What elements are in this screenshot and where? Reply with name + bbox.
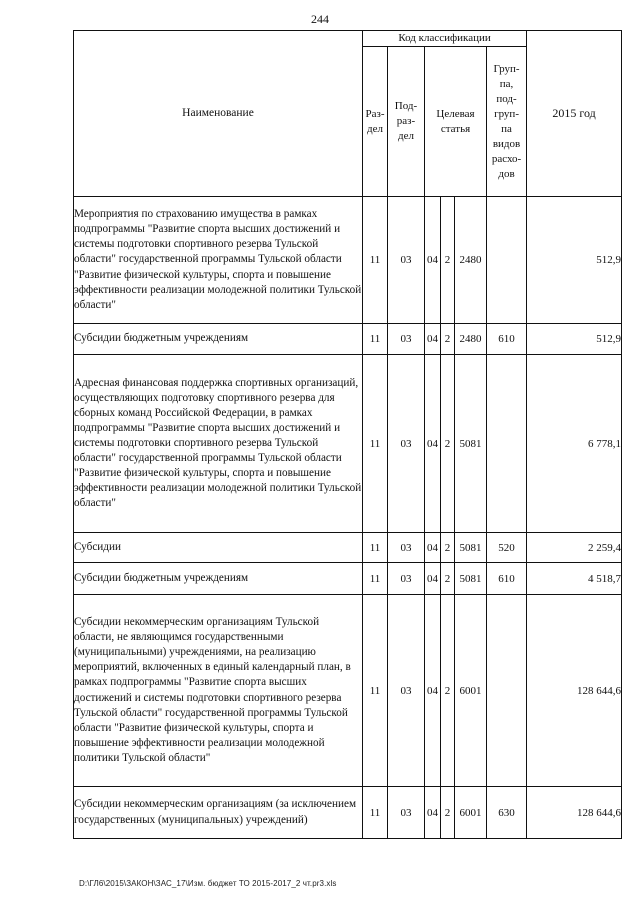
row-target-program: 04 (425, 355, 441, 533)
row-target-direction: 6001 (455, 787, 487, 839)
row-target-program: 04 (425, 324, 441, 355)
year-column-header: 2015 год (527, 31, 622, 197)
row-target-direction: 6001 (455, 595, 487, 787)
row-target-program: 04 (425, 787, 441, 839)
name-column-header: Наименование (74, 31, 363, 197)
row-target-program: 04 (425, 563, 441, 595)
row-podrazdel: 03 (388, 787, 425, 839)
row-name: Субсидии (74, 533, 363, 563)
row-name: Адресная финансовая поддержка спортивных организаций, осуществляющих подготовку спортивного резерва для сборных команд Российской Федерации, в рамках подпрограммы "Развитие спорта высших достижений и системы подготовки спортивного резерва Тульской области" государственной программы Тульской области "Развитие физической культуры, спорта и повышение эффективности реализации молодежной политики Тульской области" (74, 355, 363, 533)
row-name: Субсидии бюджетным учреждениям (74, 563, 363, 595)
row-podrazdel: 03 (388, 563, 425, 595)
row-name: Субсидии некоммерческим организациям (за исключением государственных (муниципальных) учреждений) (74, 787, 363, 839)
row-target-direction: 2480 (455, 197, 487, 324)
code-classification-header: Код классификации (363, 31, 527, 47)
row-target-program: 04 (425, 595, 441, 787)
row-amount: 4 518,7 (527, 563, 622, 595)
row-expense-type: 630 (487, 787, 527, 839)
budget-table (73, 30, 622, 839)
row-expense-type: 610 (487, 324, 527, 355)
row-target-program: 04 (425, 197, 441, 324)
row-target-direction: 5081 (455, 533, 487, 563)
table-row (74, 533, 622, 563)
row-target-subprogram: 2 (441, 355, 455, 533)
row-name: Мероприятия по страхованию имущества в рамках подпрограммы "Развитие спорта высших достижений и системы подготовки спортивного резерва Тульской области" государственной программы Тульской области "Развитие физической культуры, спорта и повышение эффективности реализации молодежной политики Тульской области" (74, 197, 363, 324)
row-amount: 2 259,4 (527, 533, 622, 563)
row-podrazdel: 03 (388, 533, 425, 563)
row-target-subprogram: 2 (441, 324, 455, 355)
row-target-direction: 2480 (455, 324, 487, 355)
row-razdel: 11 (363, 197, 388, 324)
row-expense-type (487, 197, 527, 324)
row-podrazdel: 03 (388, 197, 425, 324)
row-target-program: 04 (425, 533, 441, 563)
row-razdel: 11 (363, 324, 388, 355)
row-expense-type (487, 355, 527, 533)
table-row (74, 355, 622, 533)
table-row (74, 787, 622, 839)
row-podrazdel: 03 (388, 595, 425, 787)
table-row (74, 595, 622, 787)
file-path-footer: D:\ГЛ6\2015\ЗАКОН\ЗАС_17\Изм. бюджет ТО 2015-2017_2 чт.pr3.xls (79, 879, 337, 888)
table-row (74, 563, 622, 595)
row-razdel: 11 (363, 787, 388, 839)
row-name: Субсидии бюджетным учреждениям (74, 324, 363, 355)
row-target-subprogram: 2 (441, 197, 455, 324)
row-target-direction: 5081 (455, 563, 487, 595)
row-amount: 128 644,6 (527, 595, 622, 787)
row-razdel: 11 (363, 563, 388, 595)
row-name: Субсидии некоммерческим организациям Тульской области, не являющимся государственными (муниципальными) учреждениями, на реализацию мероприятий, включенных в единый календарный план, в рамках подпрограммы "Развитие спорта высших достижений и системы подготовки спортивного резерва Тульской области" государственной программы Тульской области "Развитие физической культуры, спорта и повышение эффективности реализации молодежной политики Тульской области" (74, 595, 363, 787)
row-amount: 512,9 (527, 197, 622, 324)
row-target-subprogram: 2 (441, 563, 455, 595)
row-razdel: 11 (363, 595, 388, 787)
row-amount: 128 644,6 (527, 787, 622, 839)
row-target-subprogram: 2 (441, 787, 455, 839)
row-expense-type: 520 (487, 533, 527, 563)
row-razdel: 11 (363, 533, 388, 563)
table-row (74, 197, 622, 324)
table-row (74, 324, 622, 355)
target-article-header: Целевая статья (425, 47, 487, 197)
section-header: Раз- дел (363, 47, 388, 197)
subsection-header: Под- раз- дел (388, 47, 425, 197)
row-target-subprogram: 2 (441, 533, 455, 563)
expense-group-header: Груп- па, под- груп- па видов расхо- дов (487, 47, 527, 197)
page-number: 244 (311, 12, 329, 26)
row-expense-type (487, 595, 527, 787)
row-amount: 6 778,1 (527, 355, 622, 533)
row-expense-type: 610 (487, 563, 527, 595)
header-row-top (74, 31, 622, 47)
row-podrazdel: 03 (388, 355, 425, 533)
row-target-direction: 5081 (455, 355, 487, 533)
row-amount: 512,9 (527, 324, 622, 355)
row-podrazdel: 03 (388, 324, 425, 355)
row-target-subprogram: 2 (441, 595, 455, 787)
row-razdel: 11 (363, 355, 388, 533)
